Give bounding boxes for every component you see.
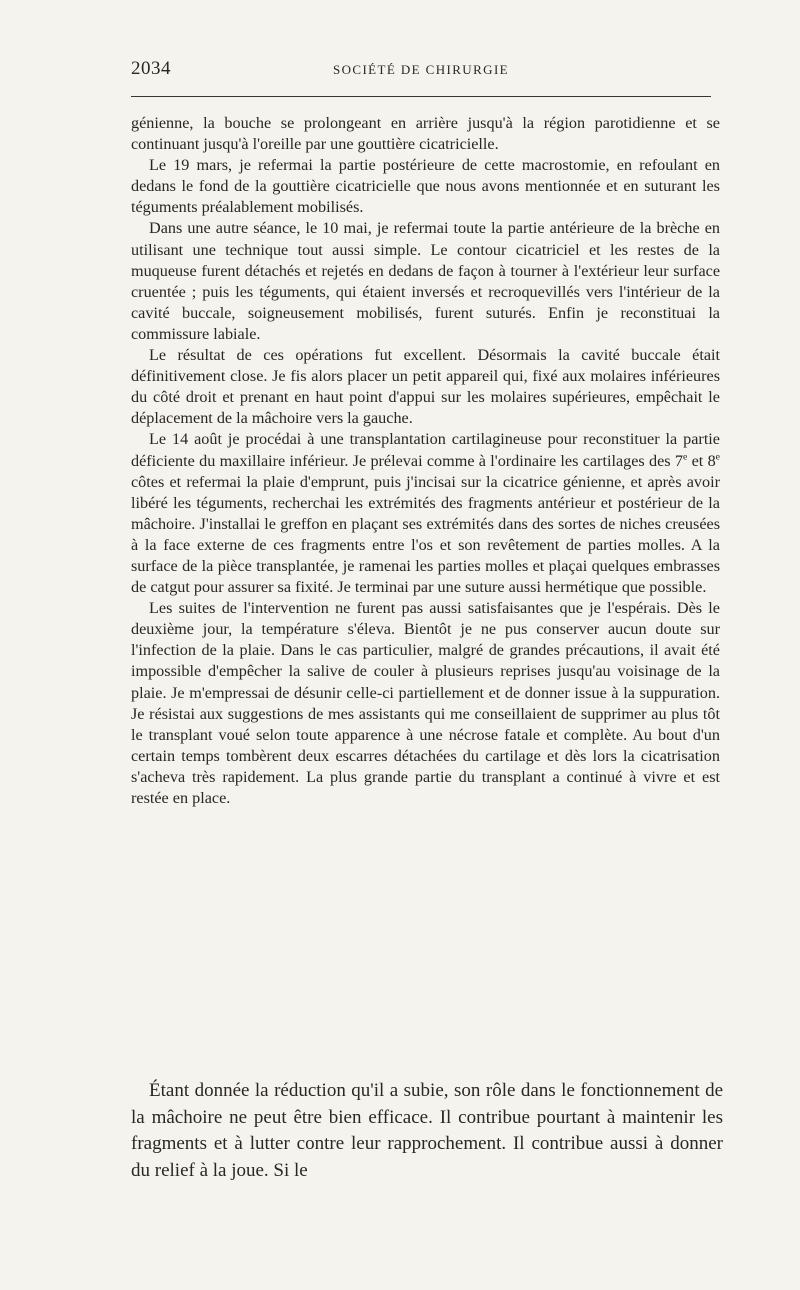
paragraph-march-operation: Le 19 mars, je refermai la partie postérieure de cette macrostomie, en refoulant en dedans le fond de la gouttière cicatricielle que nous avons mentionnée et en suturant les téguments préalablement mobilisés. [131,156,720,217]
paragraph-discussion: Étant donnée la réduction qu'il a subie, son rôle dans le fonctionnement de la mâchoire ne peut être bien efficace. Il contribue pourtant à maintenir les fragments et à lutter contre leur rapprochement. Il contribue aussi à donner du relief à la joue. Si le [131,1080,723,1181]
text-segment: côtes et refermai la plaie d'emprunt, puis j'incisai sur la cicatrice génienne, et après avoir libéré les téguments, recherchai les extrémités des fragments antérieur et postérieur de la mâchoire. J'installai le greffon en plaçant ses extrémités dans des sortes de niches creusées à la face externe de ces fragments entre l'os et son revêtement de parties molles. A la surface de la pièce transplantée, je ramenai les parties molles et plaçai quelques embrasses de catgut pour assurer sa fixité. Je terminai par une suture aussi hermétique que possible. [131,472,720,597]
paragraph-result: Le résultat de ces opérations fut excellent. Désormais la cavité buccale était définitivement close. Je fis alors placer un petit appareil qui, fixé aux molaires inférieures du côté droit et prenant en haut point d'appui sur les molaires supérieures, empêchait le déplacement de la mâchoire vers la gauche. [131,346,720,428]
superscript: e [682,451,688,463]
paragraph-august-transplantation [131,429,720,598]
header-rule [131,96,711,97]
superscript: e [715,451,720,463]
discussion-text [131,1078,723,1184]
text-segment: et 8 [687,451,716,470]
page-header [131,58,711,86]
case-observation-text [131,113,720,809]
running-title: SOCIÉTÉ DE CHIRURGIE [332,62,510,77]
text-segment: Le 14 août je procédai à une transplantation cartilagineuse pour reconstituer la partie déficiente du maxillaire inférieur. Je prélevai comme à l'ordinaire les cartilages des 7 [131,430,720,470]
paragraph-continuation: génienne, la bouche se prolongeant en arrière jusqu'à la région parotidienne et se continuant jusqu'à l'oreille par une gouttière cicatricielle. [131,114,720,154]
paragraph-postoperative-course: Les suites de l'intervention ne furent pas aussi satisfaisantes que je l'espérais. Dès le deuxième jour, la température s'éleva. Bientôt je ne pus conserver aucun doute sur l'infection de la plaie. Dans le cas particulier, malgré de grandes précautions, il avait été impossible d'empêcher la salive de couler à plusieurs reprises jusqu'au voisinage de la plaie. Je m'empressai de désunir celle-ci partiellement et de donner issue à la suppuration. Je résistai aux suggestions de mes assistants qui me conseillaient de supprimer au plus tôt le transplant voué selon toute apparence à une nécrose fatale et complète. Au bout d'un certain temps tombèrent deux escarres détachées du cartilage et dès lors la cicatrisation s'acheva très rapidement. La plus grande partie du transplant a continué à vivre et est restée en place. [131,599,720,807]
paragraph-may-operation: Dans une autre séance, le 10 mai, je refermai toute la partie antérieure de la brèche en utilisant une technique tout aussi simple. Le contour cicatriciel et les restes de la muqueuse furent détachés et rejetés en dedans de façon à tourner à l'extérieur leur surface cruentée ; puis les téguments, qui étaient inversés et recroquevillés vers l'intérieur de la cavité buccale, soigneusement mobilisés, furent suturés. Enfin je reconstituai la commissure labiale. [131,219,720,343]
page-number: 2034 [131,58,171,79]
